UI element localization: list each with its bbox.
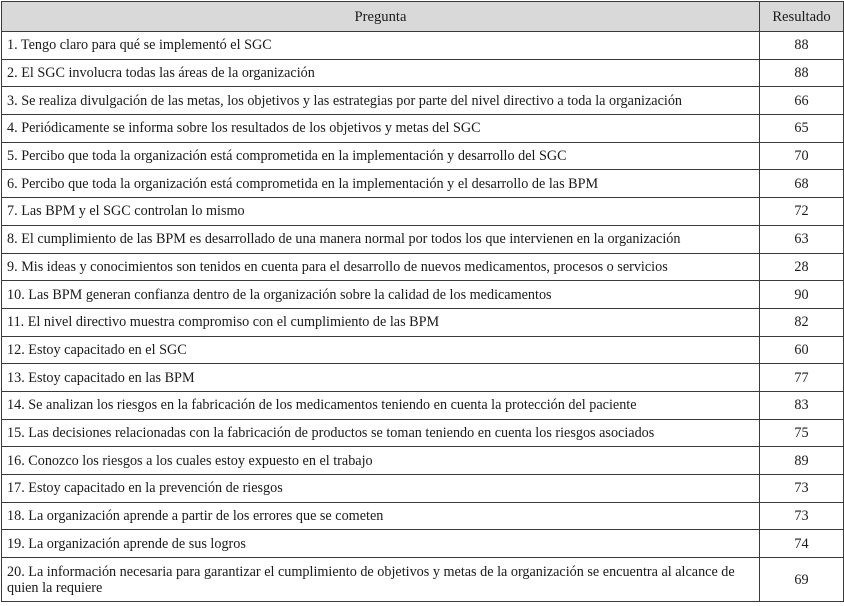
table-row <box>2 198 844 226</box>
question-cell: 12. Estoy capacitado en el SGC <box>2 336 760 364</box>
table-row <box>2 364 844 392</box>
table-row <box>2 530 844 558</box>
table-row <box>2 502 844 530</box>
table-row <box>2 391 844 419</box>
table-row <box>2 281 844 309</box>
result-cell: 68 <box>760 170 844 198</box>
column-header-result: Resultado <box>760 2 844 32</box>
result-cell: 73 <box>760 475 844 503</box>
question-cell: 3. Se realiza divulgación de las metas, los objetivos y las estrategias por parte del nivel directivo a toda la organización <box>2 87 760 115</box>
question-cell: 8. El cumplimiento de las BPM es desarrollado de una manera normal por todos los que intervienen en la organización <box>2 225 760 253</box>
question-cell: 10. Las BPM generan confianza dentro de la organización sobre la calidad de los medicamentos <box>2 281 760 309</box>
table-row <box>2 142 844 170</box>
question-cell: 2. El SGC involucra todas las áreas de la organización <box>2 59 760 87</box>
table-row <box>2 115 844 143</box>
question-cell: 19. La organización aprende de sus logros <box>2 530 760 558</box>
question-cell: 15. Las decisiones relacionadas con la fabricación de productos se toman teniendo en cuenta los riesgos asociados <box>2 419 760 447</box>
result-cell: 28 <box>760 253 844 281</box>
result-cell: 70 <box>760 142 844 170</box>
result-cell: 65 <box>760 115 844 143</box>
table-row <box>2 253 844 281</box>
question-cell: 1. Tengo claro para qué se implementó el SGC <box>2 32 760 60</box>
table-row <box>2 32 844 60</box>
question-cell: 7. Las BPM y el SGC controlan lo mismo <box>2 198 760 226</box>
question-cell: 4. Periódicamente se informa sobre los resultados de los objetivos y metas del SGC <box>2 115 760 143</box>
table-row <box>2 225 844 253</box>
question-cell: 17. Estoy capacitado en la prevención de riesgos <box>2 475 760 503</box>
result-cell: 90 <box>760 281 844 309</box>
result-cell: 88 <box>760 32 844 60</box>
question-cell: 13. Estoy capacitado en las BPM <box>2 364 760 392</box>
question-cell: 16. Conozco los riesgos a los cuales estoy expuesto en el trabajo <box>2 447 760 475</box>
table-row <box>2 475 844 503</box>
table-row <box>2 558 844 602</box>
result-cell: 66 <box>760 87 844 115</box>
result-cell: 69 <box>760 558 844 602</box>
table-row <box>2 170 844 198</box>
result-cell: 82 <box>760 308 844 336</box>
result-cell: 75 <box>760 419 844 447</box>
result-cell: 83 <box>760 391 844 419</box>
question-cell: 6. Percibo que toda la organización está comprometida en la implementación y el desarrollo de las BPM <box>2 170 760 198</box>
result-cell: 74 <box>760 530 844 558</box>
question-cell: 11. El nivel directivo muestra compromiso con el cumplimiento de las BPM <box>2 308 760 336</box>
question-cell: 14. Se analizan los riesgos en la fabricación de los medicamentos teniendo en cuenta la protección del paciente <box>2 391 760 419</box>
table-row <box>2 447 844 475</box>
survey-results-table <box>1 1 844 602</box>
table-row <box>2 87 844 115</box>
table-header-row <box>2 2 844 32</box>
result-cell: 88 <box>760 59 844 87</box>
question-cell: 9. Mis ideas y conocimientos son tenidos en cuenta para el desarrollo de nuevos medicamentos, procesos o servicios <box>2 253 760 281</box>
column-header-question: Pregunta <box>2 2 760 32</box>
table-row <box>2 336 844 364</box>
table-row <box>2 59 844 87</box>
result-cell: 72 <box>760 198 844 226</box>
result-cell: 60 <box>760 336 844 364</box>
question-cell: 5. Percibo que toda la organización está comprometida en la implementación y desarrollo del SGC <box>2 142 760 170</box>
result-cell: 77 <box>760 364 844 392</box>
result-cell: 73 <box>760 502 844 530</box>
table-row <box>2 419 844 447</box>
question-cell: 20. La información necesaria para garantizar el cumplimiento de objetivos y metas de la organización se encuentra al alcance de quien la requiere <box>2 558 760 602</box>
result-cell: 63 <box>760 225 844 253</box>
result-cell: 89 <box>760 447 844 475</box>
question-cell: 18. La organización aprende a partir de los errores que se cometen <box>2 502 760 530</box>
table-row <box>2 308 844 336</box>
